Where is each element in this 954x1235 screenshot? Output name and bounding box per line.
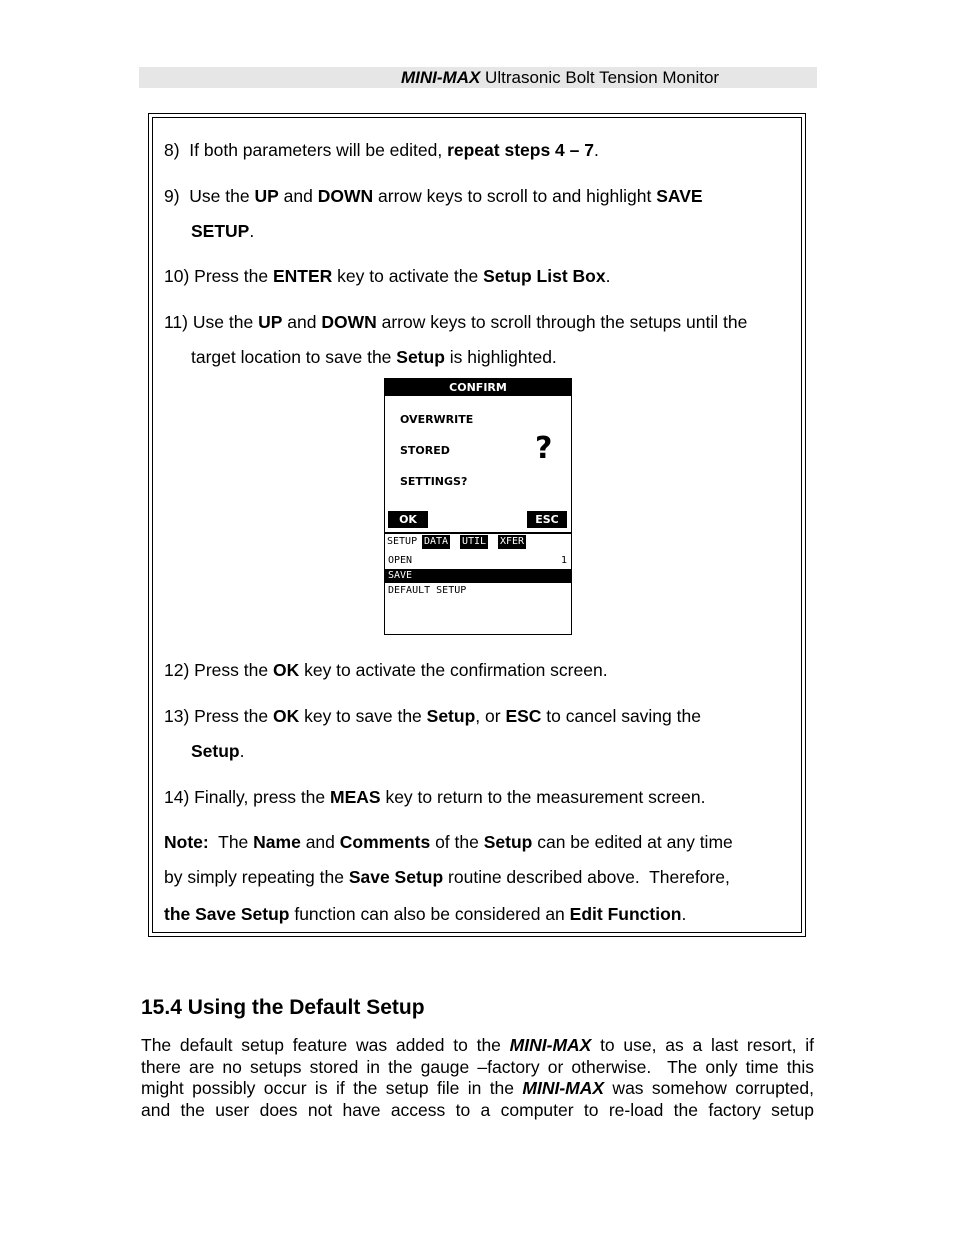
paragraph-line-4: and the user does not have access to a computer to re-load the factory setup bbox=[141, 1099, 814, 1120]
confirm-line-2: STORED bbox=[400, 444, 450, 457]
note-text: function can also be considered an bbox=[289, 904, 570, 924]
step-bold: Setup bbox=[396, 347, 445, 367]
section-paragraph bbox=[141, 1035, 814, 1121]
note-bold: Comments bbox=[339, 832, 431, 852]
menu-item-save[interactable]: SAVE bbox=[385, 569, 571, 583]
question-mark-icon: ? bbox=[535, 431, 553, 466]
step-text: . bbox=[605, 266, 611, 286]
step-text: . bbox=[239, 741, 245, 761]
paragraph-line-3 bbox=[141, 1078, 814, 1100]
header-text bbox=[401, 67, 719, 88]
step-text: key to return to the measurement screen. bbox=[380, 787, 706, 807]
step-bold: DOWN bbox=[317, 186, 374, 206]
step-text: key to save the bbox=[299, 706, 427, 726]
esc-softkey[interactable]: ESC bbox=[527, 511, 567, 528]
step-bold: MEAS bbox=[330, 787, 381, 807]
note-line-1 bbox=[164, 831, 733, 853]
note-text: can be edited at any time bbox=[532, 832, 733, 852]
paragraph-text: to use, as a last resort, if bbox=[591, 1035, 815, 1055]
header-brand: MINI-MAX bbox=[401, 68, 481, 87]
step-9-cont bbox=[191, 220, 254, 242]
step-bold: SAVE bbox=[656, 186, 703, 206]
setup-menu bbox=[384, 533, 572, 635]
step-number: 12) bbox=[164, 660, 190, 680]
ok-softkey[interactable]: OK bbox=[388, 511, 428, 528]
note-bold: Setup bbox=[483, 832, 533, 852]
step-bold: repeat steps 4 – 7 bbox=[447, 140, 594, 160]
step-bold: OK bbox=[272, 660, 300, 680]
open-number: 1 bbox=[560, 555, 567, 566]
step-text: Press the bbox=[194, 660, 273, 680]
tab-data[interactable]: DATA bbox=[424, 536, 449, 547]
step-11 bbox=[164, 311, 747, 333]
note-text: and bbox=[300, 832, 340, 852]
step-8 bbox=[164, 139, 599, 161]
step-number: 8) bbox=[164, 140, 180, 160]
step-13 bbox=[164, 705, 701, 727]
step-text: target location to save the bbox=[191, 347, 397, 367]
step-14 bbox=[164, 786, 705, 808]
step-text: . bbox=[249, 221, 255, 241]
paragraph-brand: MINI-MAX bbox=[509, 1035, 592, 1055]
menu-item-open[interactable]: OPEN bbox=[388, 555, 413, 566]
step-number: 10) bbox=[164, 266, 190, 286]
header-subtitle: Ultrasonic Bolt Tension Monitor bbox=[480, 68, 720, 87]
note-bold: Name bbox=[253, 832, 301, 852]
step-text: key to activate the bbox=[332, 266, 484, 286]
confirm-title: CONFIRM bbox=[385, 379, 571, 396]
step-text: and bbox=[282, 312, 322, 332]
section-heading: 15.4 Using the Default Setup bbox=[141, 996, 425, 1019]
step-text: Finally, press the bbox=[194, 787, 331, 807]
step-11-cont bbox=[191, 346, 557, 368]
step-bold: ESC bbox=[505, 706, 542, 726]
tab-setup[interactable]: SETUP bbox=[387, 536, 418, 547]
confirm-line-3: SETTINGS? bbox=[400, 475, 468, 488]
note-text: routine described above. Therefore, bbox=[443, 867, 730, 887]
step-text: Use the bbox=[192, 312, 259, 332]
step-text: arrow keys to scroll through the setups until the bbox=[376, 312, 748, 332]
step-number: 11) bbox=[164, 312, 188, 332]
paragraph-line-1 bbox=[141, 1035, 814, 1057]
step-text: and bbox=[278, 186, 318, 206]
step-10 bbox=[164, 265, 610, 287]
note-bold: the Save Setup bbox=[164, 904, 290, 924]
step-bold: ENTER bbox=[272, 266, 333, 286]
step-text: If both parameters will be edited, bbox=[189, 140, 448, 160]
step-text: key to activate the confirmation screen. bbox=[299, 660, 608, 680]
confirm-dialog bbox=[384, 378, 572, 533]
confirm-line-1: OVERWRITE bbox=[400, 413, 474, 426]
step-number: 14) bbox=[164, 787, 190, 807]
step-bold: DOWN bbox=[321, 312, 377, 332]
step-bold: SETUP bbox=[191, 221, 250, 241]
note-text: of the bbox=[430, 832, 484, 852]
paragraph-text: The default setup feature was added to the bbox=[141, 1035, 510, 1055]
step-9 bbox=[164, 185, 703, 207]
page-header bbox=[139, 67, 817, 88]
step-bold: OK bbox=[272, 706, 300, 726]
step-text: to cancel saving the bbox=[541, 706, 701, 726]
step-text: Use the bbox=[189, 186, 255, 206]
step-13-cont bbox=[191, 740, 245, 762]
step-text: Press the bbox=[194, 266, 273, 286]
step-bold: Setup bbox=[426, 706, 476, 726]
note-text: by simply repeating the bbox=[164, 867, 349, 887]
step-number: 9) bbox=[164, 186, 180, 206]
note-bold: Save Setup bbox=[348, 867, 444, 887]
tab-util[interactable]: UTIL bbox=[462, 536, 487, 547]
note-line-2 bbox=[164, 866, 730, 888]
note-bold: Edit Function bbox=[569, 904, 682, 924]
note-line-3 bbox=[164, 903, 686, 925]
step-text: Press the bbox=[194, 706, 273, 726]
step-number: 13) bbox=[164, 706, 190, 726]
paragraph-text: might possibly occur is if the setup file in the bbox=[141, 1078, 523, 1098]
step-text: is highlighted. bbox=[444, 347, 557, 367]
step-bold: Setup bbox=[191, 741, 240, 761]
step-text: , or bbox=[475, 706, 506, 726]
step-bold: Setup List Box bbox=[483, 266, 606, 286]
step-bold: UP bbox=[258, 312, 283, 332]
note-label: Note: bbox=[164, 832, 209, 852]
step-text: . bbox=[593, 140, 599, 160]
paragraph-line-2: there are no setups stored in the gauge –factory or otherwise. The only time this bbox=[141, 1056, 814, 1077]
note-text: . bbox=[681, 904, 687, 924]
paragraph-text: was somehow corrupted, bbox=[604, 1078, 814, 1098]
note-text: The bbox=[208, 832, 254, 852]
step-12 bbox=[164, 659, 608, 681]
step-bold: UP bbox=[254, 186, 279, 206]
step-text: arrow keys to scroll to and highlight bbox=[373, 186, 657, 206]
tab-xfer[interactable]: XFER bbox=[500, 536, 525, 547]
menu-item-default-setup[interactable]: DEFAULT SETUP bbox=[388, 585, 467, 596]
paragraph-brand: MINI-MAX bbox=[522, 1078, 605, 1098]
